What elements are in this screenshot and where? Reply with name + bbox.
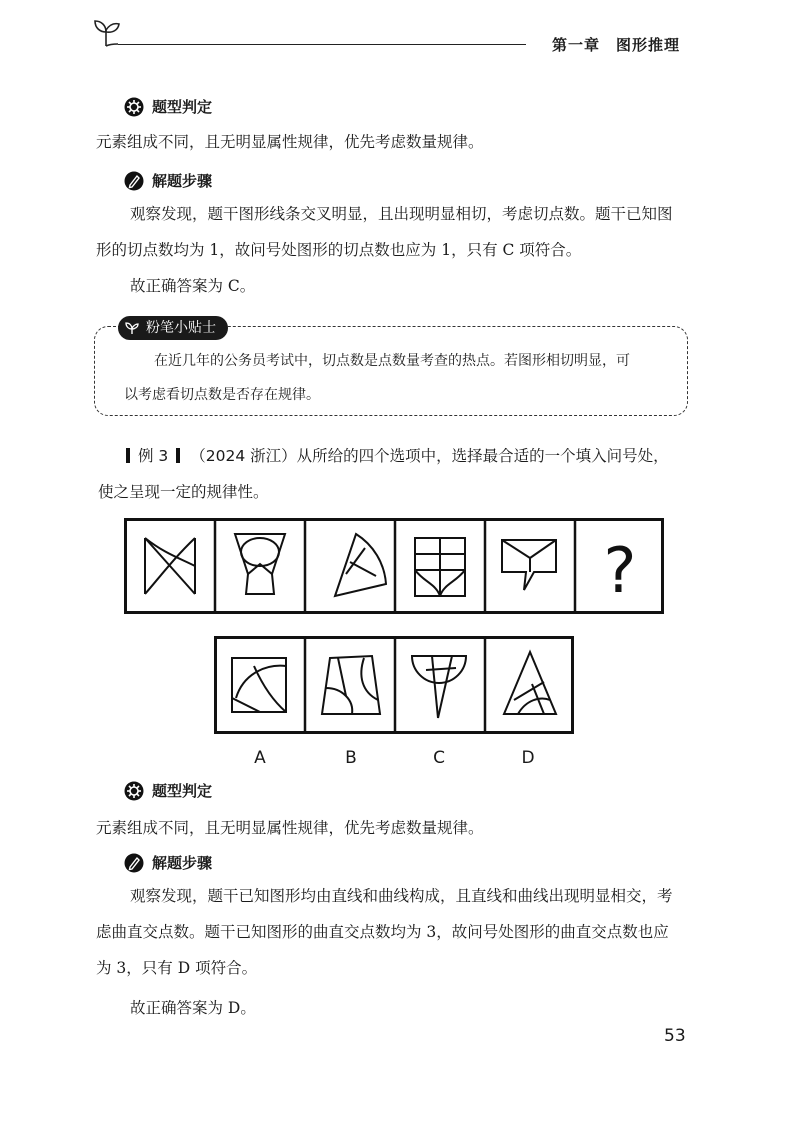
gear-icon	[124, 97, 144, 117]
question-figure-3	[335, 534, 386, 596]
section-title: 题型判定	[152, 98, 213, 116]
question-figure-5	[502, 540, 556, 590]
section-title: 题型判定	[152, 782, 213, 800]
section-title: 解题步骤	[152, 854, 213, 872]
question-mark: ?	[603, 534, 637, 607]
section-question-type	[124, 96, 212, 117]
page-number: 53	[664, 1026, 686, 1046]
question-figure-4	[415, 538, 465, 596]
option-figure-a	[232, 658, 286, 712]
tip-badge-label: 粉笔小贴士	[146, 320, 216, 336]
tip-badge	[118, 316, 228, 340]
section-title: 解题步骤	[152, 172, 213, 190]
tip-line-2: 以考虑看切点数是否存在规律。	[124, 387, 320, 403]
solution-line-2: 形的切点数均为 1，故问号处图形的切点数也应为 1，只有 C 项符合。	[96, 241, 582, 259]
bracket-bar	[126, 448, 130, 463]
chapter-number: 第一章	[552, 36, 601, 54]
options-figure-row	[214, 636, 574, 734]
pen-icon	[124, 171, 144, 191]
question-figure-2	[235, 534, 285, 594]
section-question-type-2	[124, 780, 212, 801]
leaf-icon	[124, 320, 140, 336]
question-figure-row	[124, 518, 664, 614]
solution2-line-3: 为 3，只有 D 项符合。	[96, 959, 258, 977]
answer-text: 故正确答案为 C。	[130, 277, 256, 295]
option-label-a: A	[254, 748, 266, 768]
question-figure-1	[145, 538, 195, 594]
option-label-d: D	[521, 748, 535, 768]
example-prompt-line-2: 使之呈现一定的规律性。	[98, 483, 269, 501]
header-rule	[118, 44, 526, 45]
bracket-bar	[176, 448, 180, 463]
solution2-line-2: 虑曲直交点数。题干已知图形的曲直交点数均为 3，故问号处图形的曲直交点数也应	[96, 923, 669, 941]
chapter-title: 图形推理	[616, 36, 681, 54]
answer-text-2: 故正确答案为 D。	[130, 999, 256, 1017]
question-type-text-2: 元素组成不同，且无明显属性规律，优先考虑数量规律。	[96, 819, 484, 837]
chapter-heading	[552, 34, 680, 55]
option-label-b: B	[345, 748, 357, 768]
example-prompt-line-1: （2024 浙江）从所给的四个选项中，选择最合适的一个填入问号处，	[190, 447, 669, 465]
example-label: 例 3	[138, 447, 169, 465]
gear-icon	[124, 781, 144, 801]
option-figure-b	[322, 656, 380, 714]
pen-icon	[124, 853, 144, 873]
example-question	[126, 438, 669, 474]
solution2-line-1: 观察发现，题干已知图形均由直线和曲线构成，且直线和曲线出现明显相交，考	[130, 887, 673, 905]
option-figure-d	[504, 652, 556, 714]
section-solution-steps-2	[124, 852, 212, 873]
option-label-c: C	[433, 748, 445, 768]
option-figure-c	[412, 656, 466, 718]
question-type-text: 元素组成不同，且无明显属性规律，优先考虑数量规律。	[96, 133, 484, 151]
solution-line-1: 观察发现，题干图形线条交叉明显，且出现明显相切，考虑切点数。题干已知图	[130, 205, 673, 223]
section-solution-steps	[124, 170, 212, 191]
tip-line-1: 在近几年的公务员考试中，切点数是点数量考查的热点。若图形相切明显，可	[154, 353, 630, 369]
